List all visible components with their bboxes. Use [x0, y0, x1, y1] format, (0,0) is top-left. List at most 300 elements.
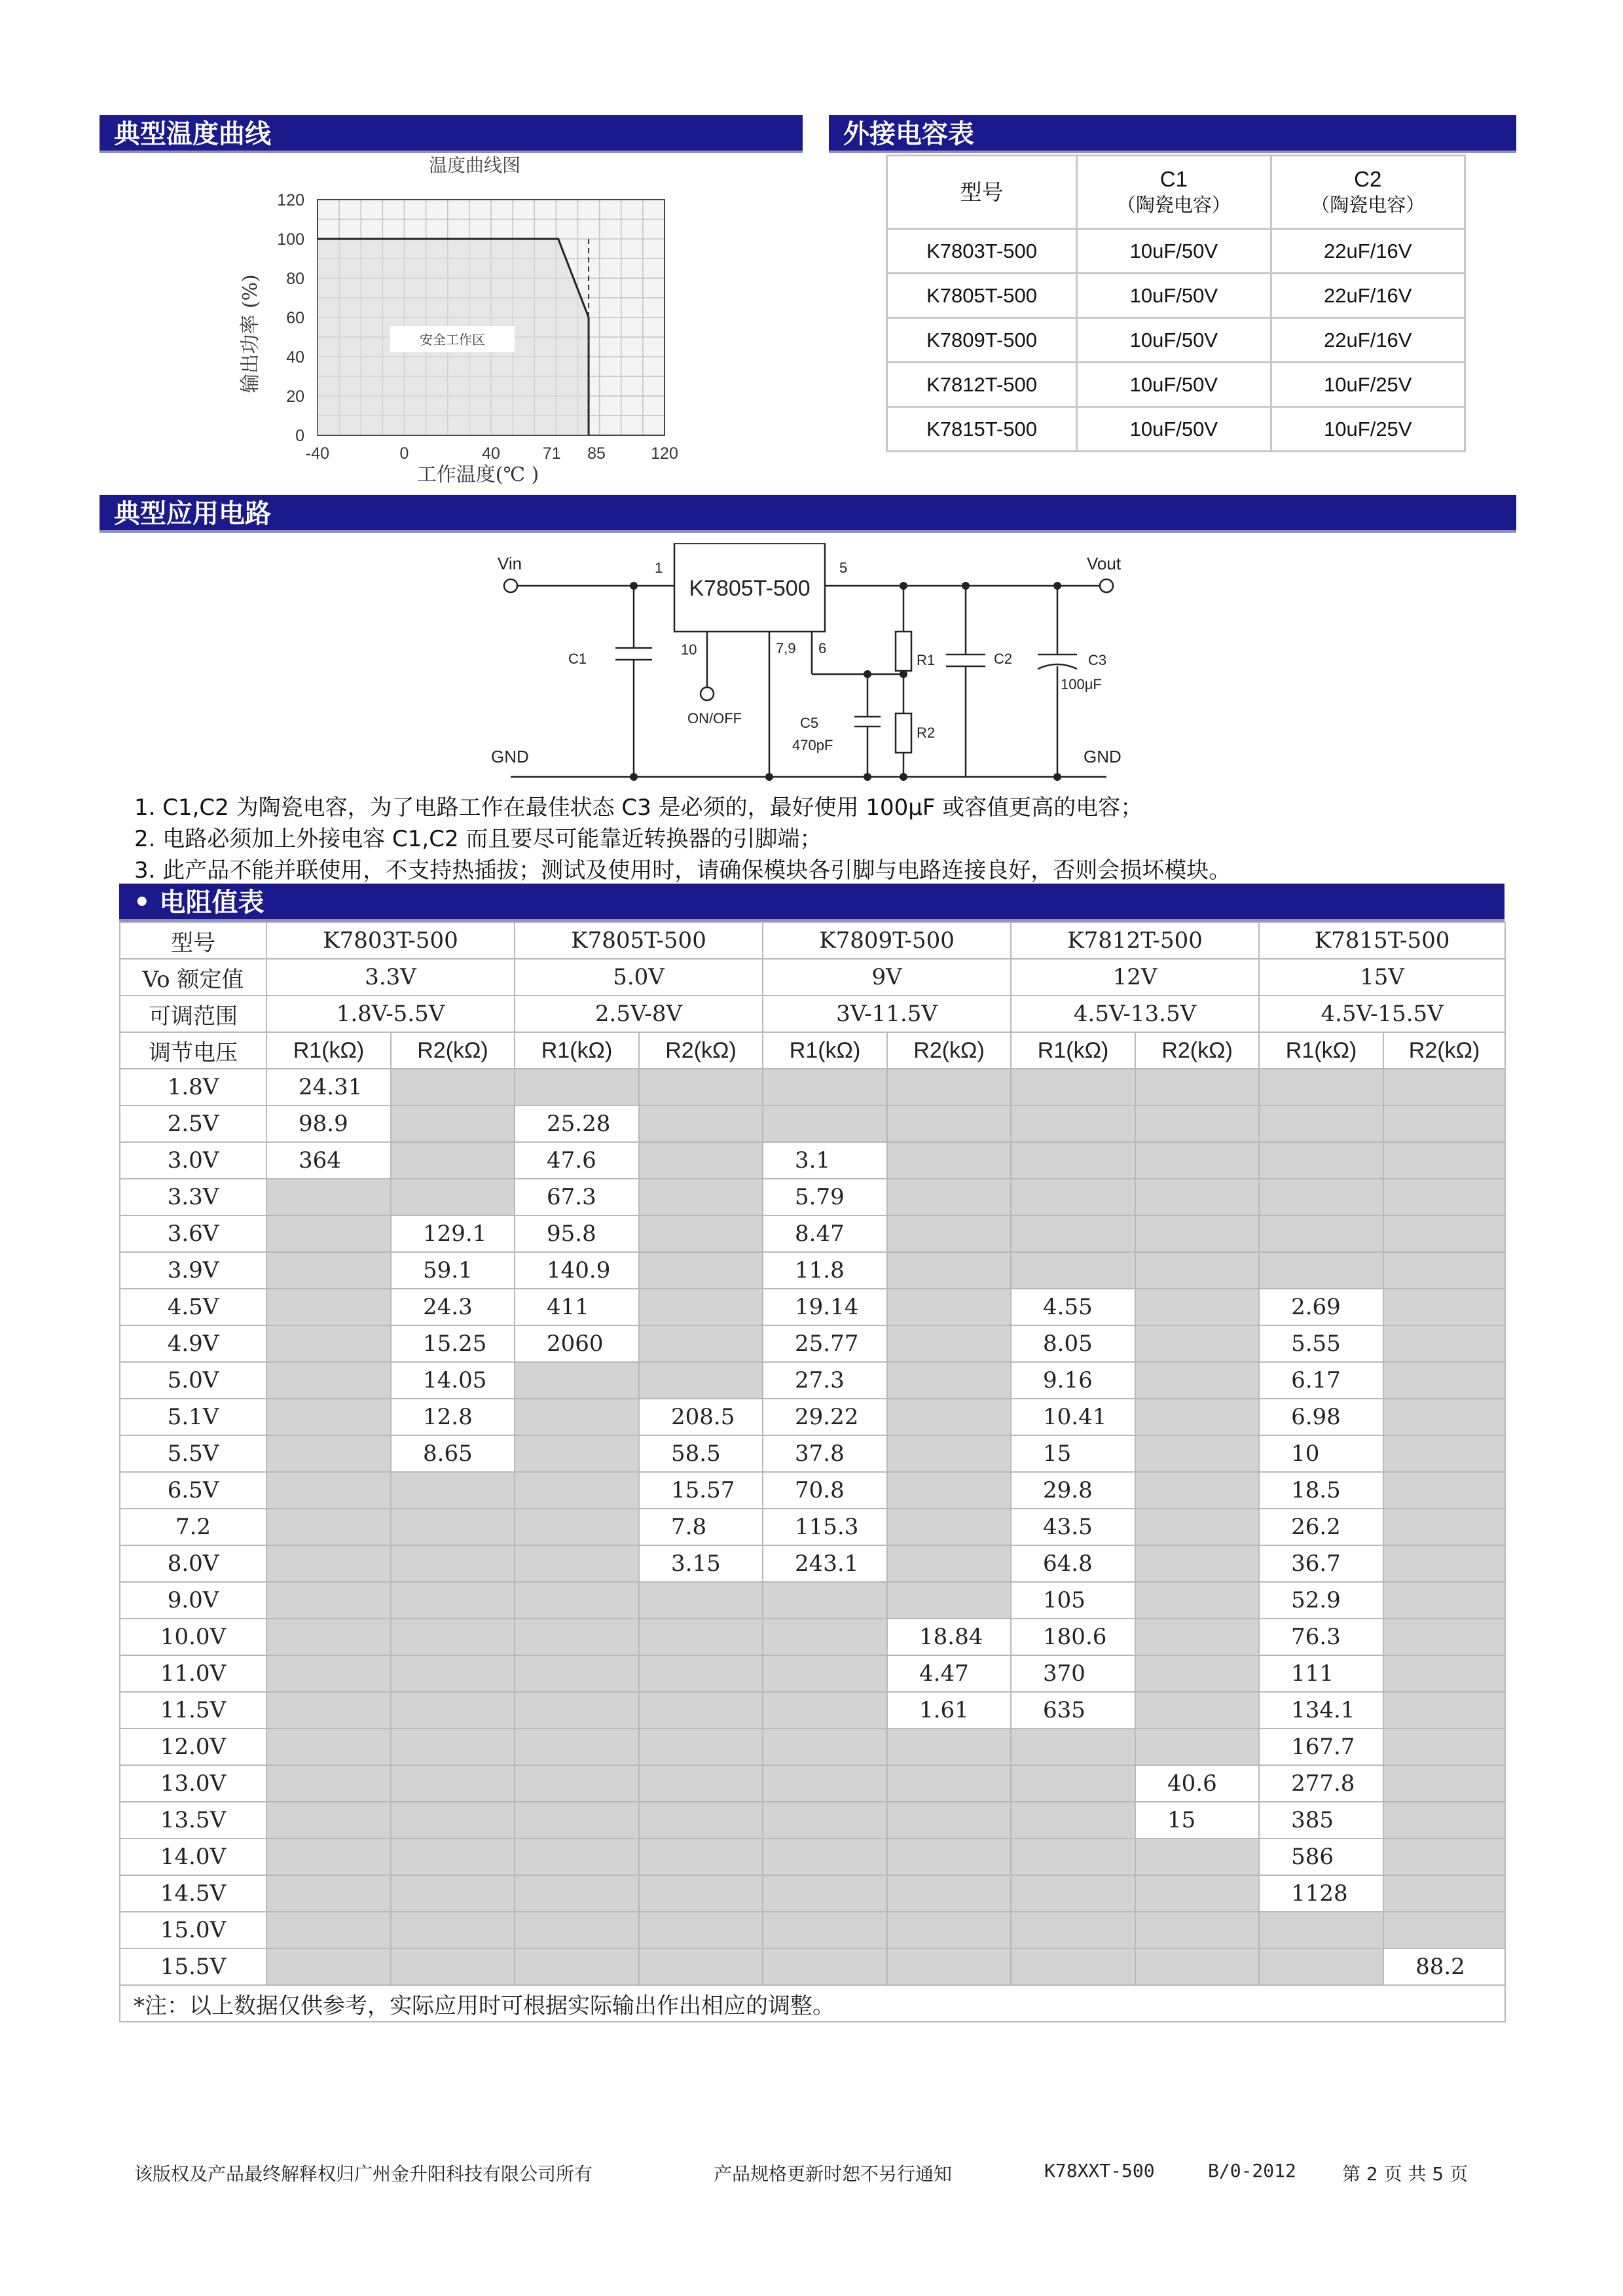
res-empty-cell — [1135, 1839, 1259, 1875]
res-empty-cell — [1259, 1252, 1383, 1289]
res-value-cell: 2060 — [515, 1325, 639, 1362]
res-empty-cell — [639, 1619, 763, 1655]
cap-table-cell: 10uF/50V — [1077, 407, 1271, 452]
res-r2-header: R2(kΩ) — [391, 1032, 515, 1069]
res-empty-cell — [1383, 1545, 1505, 1582]
cap-table-row — [887, 274, 1465, 318]
res-r1-header: R1(kΩ) — [1259, 1032, 1383, 1069]
res-empty-cell — [1135, 1729, 1259, 1765]
res-voltage-cell: 10.0V — [120, 1619, 266, 1655]
res-vo-cell: 15V — [1259, 959, 1505, 996]
res-empty-cell — [1135, 1252, 1259, 1289]
res-value-cell: 6.17 — [1259, 1362, 1383, 1399]
chart-ytick: 80 — [286, 270, 304, 288]
res-empty-cell — [391, 1692, 515, 1729]
res-empty-cell — [1383, 1729, 1505, 1765]
res-value-cell: 4.47 — [887, 1655, 1011, 1692]
res-empty-cell — [1135, 1655, 1259, 1692]
res-empty-cell — [391, 1069, 515, 1105]
cap-table-cell: 10uF/50V — [1077, 274, 1271, 318]
res-empty-cell — [1383, 1399, 1505, 1435]
res-empty-cell — [266, 1252, 391, 1289]
res-empty-cell — [639, 1362, 763, 1399]
res-value-cell: 15.57 — [639, 1472, 763, 1509]
res-empty-cell — [887, 1912, 1011, 1948]
res-value-cell: 14.05 — [391, 1362, 515, 1399]
res-value-cell: 24.31 — [266, 1069, 391, 1105]
cap-table-cell: K7805T-500 — [887, 274, 1077, 318]
res-value-cell: 19.14 — [763, 1289, 887, 1325]
res-value-cell: 105 — [1011, 1582, 1135, 1619]
res-table-row — [120, 1545, 1505, 1582]
chart-ytick: 60 — [286, 309, 304, 327]
res-value-cell: 277.8 — [1259, 1765, 1383, 1802]
vin-terminal-icon — [504, 579, 517, 592]
res-empty-cell — [887, 1729, 1011, 1765]
res-empty-cell — [763, 1948, 887, 1985]
res-empty-cell — [1383, 1912, 1505, 1948]
res-empty-cell — [887, 1105, 1011, 1142]
cap-table-cell: 10uF/25V — [1271, 363, 1465, 407]
res-value-cell: 8.65 — [391, 1435, 515, 1472]
res-vo-cell: 9V — [763, 959, 1011, 996]
res-value-cell: 7.8 — [639, 1509, 763, 1545]
label-pin5: 5 — [839, 560, 848, 576]
res-value-cell: 40.6 — [1135, 1765, 1259, 1802]
chart-xtick: 71 — [542, 444, 561, 463]
res-empty-cell — [391, 1875, 515, 1912]
res-value-cell: 18.5 — [1259, 1472, 1383, 1509]
res-empty-cell — [1011, 1252, 1135, 1289]
res-model-cell: K7805T-500 — [515, 922, 763, 959]
res-empty-cell — [515, 1948, 639, 1985]
res-empty-cell — [639, 1765, 763, 1802]
res-empty-cell — [1259, 1912, 1383, 1948]
res-voltage-cell: 13.0V — [120, 1765, 266, 1802]
res-empty-cell — [1135, 1692, 1259, 1729]
res-range-label: 可调范围 — [120, 996, 266, 1032]
res-empty-cell — [515, 1619, 639, 1655]
res-empty-cell — [266, 1619, 391, 1655]
res-voltage-cell: 4.5V — [120, 1289, 266, 1325]
res-empty-cell — [887, 1948, 1011, 1985]
res-empty-cell — [515, 1545, 639, 1582]
res-empty-cell — [1011, 1215, 1135, 1252]
res-empty-cell — [1011, 1839, 1135, 1875]
resistor-table — [119, 922, 1506, 2022]
res-value-cell: 59.1 — [391, 1252, 515, 1289]
res-voltage-cell: 11.5V — [120, 1692, 266, 1729]
res-empty-cell — [763, 1765, 887, 1802]
chart-ytick: 0 — [295, 427, 304, 445]
res-voltage-cell: 1.8V — [120, 1069, 266, 1105]
res-empty-cell — [887, 1765, 1011, 1802]
application-circuit — [458, 543, 1192, 785]
res-range-cell: 1.8V-5.5V — [266, 996, 515, 1032]
res-empty-cell — [1011, 1142, 1135, 1179]
res-empty-cell — [266, 1545, 391, 1582]
chart-xtick: 0 — [399, 444, 409, 463]
res-empty-cell — [1383, 1325, 1505, 1362]
res-empty-cell — [1383, 1692, 1505, 1729]
res-value-cell: 25.77 — [763, 1325, 887, 1362]
res-empty-cell — [391, 1839, 515, 1875]
res-empty-cell — [1135, 1948, 1259, 1985]
res-empty-cell — [1135, 1509, 1259, 1545]
res-empty-cell — [639, 1289, 763, 1325]
res-empty-cell — [887, 1362, 1011, 1399]
res-empty-cell — [887, 1875, 1011, 1912]
res-voltage-cell: 15.5V — [120, 1948, 266, 1985]
res-table-row — [120, 1765, 1505, 1802]
res-voltage-cell: 3.3V — [120, 1179, 266, 1215]
res-value-cell: 70.8 — [763, 1472, 887, 1509]
res-empty-cell — [391, 1655, 515, 1692]
res-value-cell: 180.6 — [1011, 1619, 1135, 1655]
res-empty-cell — [1383, 1472, 1505, 1509]
label-vout: Vout — [1087, 554, 1122, 573]
res-empty-cell — [266, 1472, 391, 1509]
res-table-row — [120, 1435, 1505, 1472]
label-pin79: 7,9 — [776, 640, 796, 656]
res-value-cell: 10.41 — [1011, 1399, 1135, 1435]
res-voltage-cell: 7.2 — [120, 1509, 266, 1545]
res-empty-cell — [391, 1582, 515, 1619]
res-empty-cell — [515, 1655, 639, 1692]
res-value-cell: 140.9 — [515, 1252, 639, 1289]
onoff-terminal-icon — [701, 687, 714, 700]
res-empty-cell — [639, 1252, 763, 1289]
res-value-cell: 111 — [1259, 1655, 1383, 1692]
res-table-row — [120, 1142, 1505, 1179]
cap-table-cell: 22uF/16V — [1271, 229, 1465, 274]
res-voltage-cell: 3.6V — [120, 1215, 266, 1252]
res-value-cell: 67.3 — [515, 1179, 639, 1215]
res-empty-cell — [887, 1472, 1011, 1509]
label-c5-value: 470pF — [792, 737, 833, 753]
res-empty-cell — [1383, 1435, 1505, 1472]
res-empty-cell — [1383, 1289, 1505, 1325]
res-value-cell: 129.1 — [391, 1215, 515, 1252]
res-empty-cell — [391, 1545, 515, 1582]
res-empty-cell — [763, 1655, 887, 1692]
res-value-cell: 1128 — [1259, 1875, 1383, 1912]
res-empty-cell — [515, 1802, 639, 1839]
res-empty-cell — [1383, 1105, 1505, 1142]
res-r1-header: R1(kΩ) — [763, 1032, 887, 1069]
label-r1: R1 — [917, 652, 936, 668]
res-empty-cell — [515, 1875, 639, 1912]
res-table-row — [120, 1912, 1505, 1948]
res-table-row — [120, 1655, 1505, 1692]
res-empty-cell — [1259, 1142, 1383, 1179]
res-value-cell: 12.8 — [391, 1399, 515, 1435]
res-voltage-cell: 3.9V — [120, 1252, 266, 1289]
res-empty-cell — [515, 1399, 639, 1435]
res-empty-cell — [763, 1582, 887, 1619]
res-empty-cell — [887, 1582, 1011, 1619]
res-empty-cell — [1383, 1875, 1505, 1912]
res-empty-cell — [266, 1839, 391, 1875]
res-value-cell: 76.3 — [1259, 1619, 1383, 1655]
res-empty-cell — [1135, 1069, 1259, 1105]
res-empty-cell — [1383, 1509, 1505, 1545]
label-pin10: 10 — [681, 641, 697, 658]
cap-header-c1: C1 （陶瓷电容） — [1077, 156, 1271, 229]
cap-table-cell: 22uF/16V — [1271, 274, 1465, 318]
res-value-cell: 15.25 — [391, 1325, 515, 1362]
chart-ytick: 100 — [277, 230, 304, 249]
res-voltage-cell: 13.5V — [120, 1802, 266, 1839]
res-empty-cell — [1259, 1069, 1383, 1105]
cap-table-row — [887, 229, 1465, 274]
res-value-cell: 29.22 — [763, 1399, 887, 1435]
res-empty-cell — [391, 1509, 515, 1545]
res-model-label: 型号 — [120, 922, 266, 959]
res-empty-cell — [391, 1179, 515, 1215]
res-value-cell: 5.79 — [763, 1179, 887, 1215]
res-empty-cell — [266, 1912, 391, 1948]
res-value-cell: 43.5 — [1011, 1509, 1135, 1545]
res-voltage-cell: 2.5V — [120, 1105, 266, 1142]
res-empty-cell — [639, 1912, 763, 1948]
res-table-row — [120, 1472, 1505, 1509]
res-empty-cell — [639, 1179, 763, 1215]
res-empty-cell — [887, 1399, 1011, 1435]
res-table-row — [120, 1692, 1505, 1729]
res-empty-cell — [639, 1582, 763, 1619]
res-empty-cell — [266, 1692, 391, 1729]
res-empty-cell — [391, 1105, 515, 1142]
res-empty-cell — [391, 1142, 515, 1179]
cap-table-cell: 10uF/50V — [1077, 318, 1271, 363]
res-empty-cell — [639, 1875, 763, 1912]
res-empty-cell — [266, 1875, 391, 1912]
res-empty-cell — [266, 1435, 391, 1472]
res-empty-cell — [1135, 1582, 1259, 1619]
res-table-row — [120, 1509, 1505, 1545]
res-value-cell: 3.15 — [639, 1545, 763, 1582]
res-value-cell: 58.5 — [639, 1435, 763, 1472]
res-value-cell: 3.1 — [763, 1142, 887, 1179]
cap-table — [886, 154, 1466, 452]
res-value-cell: 1.61 — [887, 1692, 1011, 1729]
res-value-cell: 8.05 — [1011, 1325, 1135, 1362]
section-temp-curve: 典型温度曲线 — [100, 115, 803, 153]
res-empty-cell — [266, 1179, 391, 1215]
cap-table-row — [887, 407, 1465, 452]
res-empty-cell — [1135, 1179, 1259, 1215]
res-table-row — [120, 1252, 1505, 1289]
res-range-cell: 4.5V-13.5V — [1011, 996, 1259, 1032]
res-adj-label: 调节电压 — [120, 1032, 266, 1069]
res-empty-cell — [266, 1582, 391, 1619]
footer-revision: B/0-2012 — [1208, 2160, 1296, 2181]
label-pin1: 1 — [655, 560, 663, 576]
res-empty-cell — [515, 1435, 639, 1472]
res-table-row — [120, 1839, 1505, 1875]
res-empty-cell — [1011, 1912, 1135, 1948]
cap-table-cell: K7803T-500 — [887, 229, 1077, 274]
res-empty-cell — [391, 1912, 515, 1948]
res-empty-cell — [1135, 1472, 1259, 1509]
label-c3-value: 100μF — [1061, 676, 1102, 692]
res-empty-cell — [266, 1289, 391, 1325]
res-vo-label: Vo 额定值 — [120, 959, 266, 996]
chart-xtick: 85 — [587, 444, 606, 463]
res-empty-cell — [887, 1215, 1011, 1252]
res-empty-cell — [1259, 1215, 1383, 1252]
chart-ytick: 20 — [286, 387, 304, 406]
res-r1-header: R1(kΩ) — [1011, 1032, 1135, 1069]
res-value-cell: 364 — [266, 1142, 391, 1179]
res-voltage-cell: 8.0V — [120, 1545, 266, 1582]
res-empty-cell — [266, 1729, 391, 1765]
res-empty-cell — [1383, 1839, 1505, 1875]
cap-table-cell: 10uF/25V — [1271, 407, 1465, 452]
cap-table-cell: K7809T-500 — [887, 318, 1077, 363]
res-empty-cell — [1383, 1655, 1505, 1692]
res-empty-cell — [639, 1215, 763, 1252]
section-resistor-table: • 电阻值表 — [119, 884, 1504, 922]
res-value-cell: 370 — [1011, 1655, 1135, 1692]
chart-xtick: 120 — [651, 444, 678, 463]
res-empty-cell — [1135, 1619, 1259, 1655]
res-empty-cell — [1383, 1582, 1505, 1619]
cap-table-row — [887, 363, 1465, 407]
res-empty-cell — [1135, 1215, 1259, 1252]
res-table-row — [120, 1729, 1505, 1765]
label-r2: R2 — [917, 725, 936, 741]
label-gnd-right: GND — [1084, 747, 1122, 766]
res-empty-cell — [1011, 1179, 1135, 1215]
chart-ytick: 120 — [277, 191, 304, 209]
label-c5: C5 — [800, 715, 819, 731]
res-value-cell: 5.55 — [1259, 1325, 1383, 1362]
res-value-cell: 29.8 — [1011, 1472, 1135, 1509]
res-empty-cell — [515, 1582, 639, 1619]
res-empty-cell — [887, 1179, 1011, 1215]
res-model-row — [120, 922, 1505, 959]
res-empty-cell — [1383, 1765, 1505, 1802]
res-empty-cell — [391, 1802, 515, 1839]
chart-title: 温度曲线图 — [428, 154, 521, 176]
res-value-cell: 6.98 — [1259, 1399, 1383, 1435]
res-empty-cell — [763, 1802, 887, 1839]
res-table-row — [120, 1399, 1505, 1435]
res-table-row — [120, 1069, 1505, 1105]
cap-table-cell: K7812T-500 — [887, 363, 1077, 407]
res-value-cell: 95.8 — [515, 1215, 639, 1252]
res-r2-header: R2(kΩ) — [1135, 1032, 1259, 1069]
cap-table-cell: 10uF/50V — [1077, 229, 1271, 274]
chart-xtick: 40 — [482, 444, 500, 463]
res-value-cell: 2.69 — [1259, 1289, 1383, 1325]
res-empty-cell — [887, 1839, 1011, 1875]
res-empty-cell — [887, 1325, 1011, 1362]
res-voltage-cell: 3.0V — [120, 1142, 266, 1179]
res-empty-cell — [639, 1839, 763, 1875]
res-empty-cell — [515, 1765, 639, 1802]
res-empty-cell — [266, 1802, 391, 1839]
res-empty-cell — [887, 1289, 1011, 1325]
res-empty-cell — [1011, 1802, 1135, 1839]
res-empty-cell — [763, 1839, 887, 1875]
res-empty-cell — [515, 1839, 639, 1875]
res-empty-cell — [266, 1362, 391, 1399]
res-empty-cell — [763, 1912, 887, 1948]
section-cap-table: 外接电容表 — [829, 115, 1516, 153]
res-empty-cell — [1011, 1875, 1135, 1912]
res-value-cell: 208.5 — [639, 1399, 763, 1435]
res-empty-cell — [266, 1399, 391, 1435]
res-empty-cell — [1135, 1435, 1259, 1472]
res-value-cell: 586 — [1259, 1839, 1383, 1875]
res-value-cell: 167.7 — [1259, 1729, 1383, 1765]
chart-ytick: 40 — [286, 348, 304, 367]
res-value-cell: 385 — [1259, 1802, 1383, 1839]
res-empty-cell — [1135, 1105, 1259, 1142]
safe-area-label: 安全工作区 — [420, 333, 485, 348]
res-empty-cell — [1011, 1765, 1135, 1802]
res-empty-cell — [763, 1875, 887, 1912]
res-empty-cell — [266, 1509, 391, 1545]
res-value-cell: 134.1 — [1259, 1692, 1383, 1729]
res-empty-cell — [391, 1948, 515, 1985]
res-empty-cell — [1135, 1875, 1259, 1912]
res-empty-cell — [1383, 1252, 1505, 1289]
res-value-cell: 15 — [1011, 1435, 1135, 1472]
res-value-cell: 8.47 — [763, 1215, 887, 1252]
res-r1-header: R1(kΩ) — [515, 1032, 639, 1069]
res-value-cell: 36.7 — [1259, 1545, 1383, 1582]
res-empty-cell — [515, 1472, 639, 1509]
res-vo-cell: 3.3V — [266, 959, 515, 996]
res-value-cell: 11.8 — [763, 1252, 887, 1289]
res-value-cell: 15 — [1135, 1802, 1259, 1839]
res-vo-cell: 12V — [1011, 959, 1259, 996]
res-empty-cell — [639, 1325, 763, 1362]
res-range-row — [120, 996, 1505, 1032]
res-voltage-cell: 15.0V — [120, 1912, 266, 1948]
res-r1-header: R1(kΩ) — [266, 1032, 391, 1069]
res-empty-cell — [266, 1765, 391, 1802]
res-empty-cell — [887, 1545, 1011, 1582]
res-empty-cell — [639, 1105, 763, 1142]
res-empty-cell — [1135, 1912, 1259, 1948]
res-empty-cell — [1259, 1948, 1383, 1985]
res-value-cell: 26.2 — [1259, 1509, 1383, 1545]
res-empty-cell — [391, 1619, 515, 1655]
res-empty-cell — [515, 1729, 639, 1765]
res-empty-cell — [515, 1692, 639, 1729]
chart-xtick: -40 — [305, 444, 330, 463]
vout-terminal-icon — [1100, 579, 1113, 592]
res-empty-cell — [266, 1325, 391, 1362]
res-empty-cell — [1135, 1545, 1259, 1582]
res-value-cell: 47.6 — [515, 1142, 639, 1179]
res-empty-cell — [887, 1069, 1011, 1105]
res-vo-row — [120, 959, 1505, 996]
res-value-cell: 98.9 — [266, 1105, 391, 1142]
res-empty-cell — [639, 1142, 763, 1179]
res-r2-header: R2(kΩ) — [639, 1032, 763, 1069]
res-value-cell: 115.3 — [763, 1509, 887, 1545]
label-module: K7805T-500 — [689, 576, 811, 601]
res-voltage-cell: 5.1V — [120, 1399, 266, 1435]
res-empty-cell — [1011, 1105, 1135, 1142]
res-subheader-row — [120, 1032, 1505, 1069]
